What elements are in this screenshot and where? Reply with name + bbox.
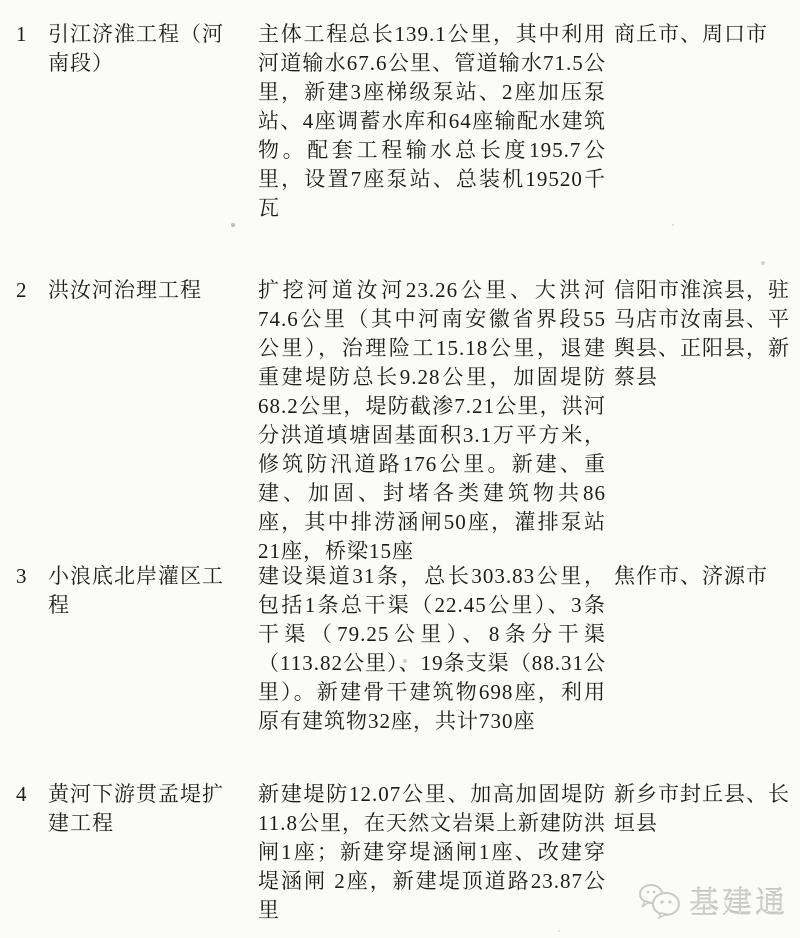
- row-number: 1: [16, 22, 28, 46]
- project-location-cell: 焦作市、济源市: [614, 564, 768, 588]
- row-number: 4: [16, 782, 28, 806]
- watermark: [637, 878, 788, 922]
- project-details-cell: 主体工程总长139.1公里，其中利用河道输水67.6公里、管道输水71.5公里，新建3座梯级泵站、2座加压泵站、4座调蓄水库和64座输配水建筑物。配套工程输水总长度195.7公里，设置7座泵站、总装机19520千瓦: [258, 22, 606, 220]
- row-number: 2: [16, 278, 28, 302]
- chat-bubbles-icon: [637, 881, 683, 919]
- table-row: [14, 276, 794, 562]
- project-details-cell: 扩挖河道汝河23.26公里、大洪河74.6公里（其中河南安徽省界段55公里），治理险工15.18公里，退建重建堤防总长9.28公里，加固堤防68.2公里，堤防截渗7.21公里，洪河分洪道填塘固基面积3.1万平方米，修筑防汛道路176公里。新建、重建、加固、封堵各类建筑物共86座，其中排涝涵闸50座，灌排泵站21座，桥梁15座: [258, 278, 606, 563]
- project-name-cell: 小浪底北岸灌区工程: [48, 564, 224, 617]
- project-location-cell: 商丘市、周口市: [614, 22, 768, 46]
- table-row: [14, 562, 794, 780]
- project-details-cell: 建设渠道31条，总长303.83公里，包括1条总干渠（22.45公里）、3条干渠（79.25公里）、8条分干渠（113.82公里）、19条支渠（88.31公里）。新建骨干建筑物698座，利用原有建筑物32座，共计730座: [258, 564, 606, 733]
- project-location-cell: 信阳市淮滨县，驻马店市汝南县、平舆县、正阳县，新蔡县: [614, 278, 790, 389]
- project-name-cell: 洪汝河治理工程: [48, 278, 202, 302]
- scan-noise-speckles: [0, 0, 2, 2]
- row-number: 3: [16, 564, 28, 588]
- project-name-cell: 引江济淮工程（河南段）: [48, 22, 224, 75]
- projects-table: [14, 20, 794, 926]
- watermark-label: 基建通: [689, 887, 788, 920]
- table-row: [14, 20, 794, 276]
- project-location-cell: 新乡市封丘县、长垣县: [614, 782, 790, 835]
- project-name-cell: 黄河下游贯孟堤扩建工程: [48, 782, 224, 835]
- project-details-cell: 新建堤防12.07公里、加高加固堤防11.8公里，在天然文岩渠上新建防洪闸1座；新建穿堤涵闸1座、改建穿堤涵闸 2座，新建堤顶道路23.87公里: [258, 782, 606, 922]
